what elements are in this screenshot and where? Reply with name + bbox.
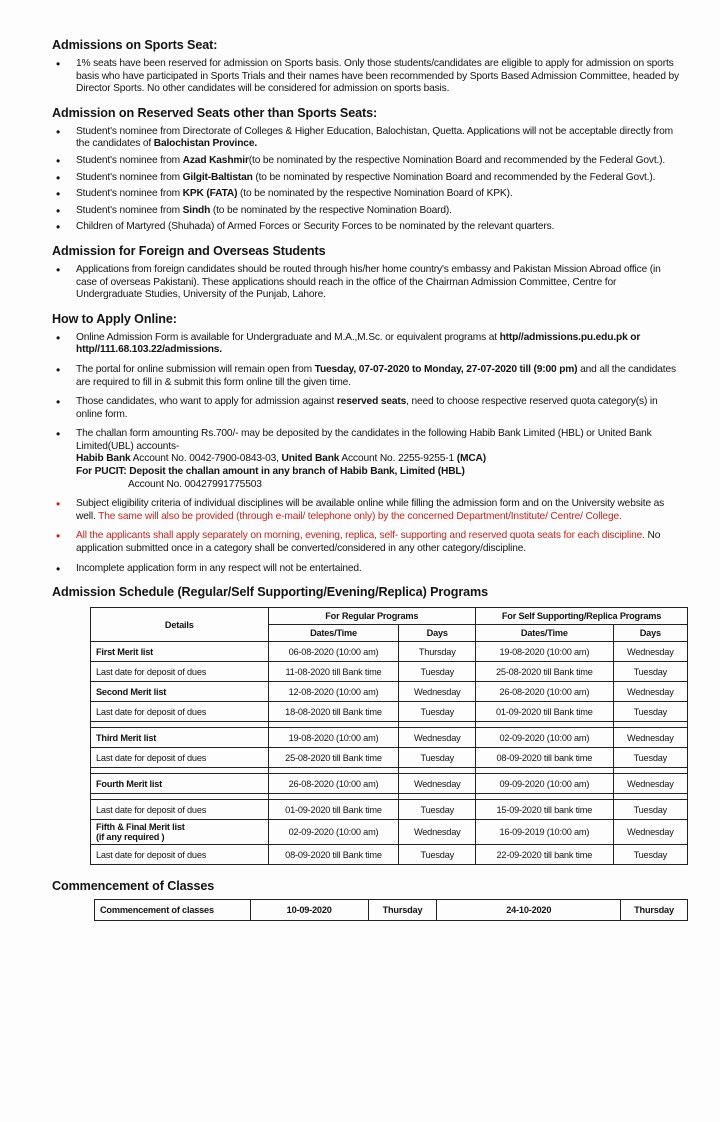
col-self-header: For Self Supporting/Replica Programs (476, 608, 688, 625)
how-to-apply-list (52, 332, 684, 576)
table-row: Last date for deposit of dues 11-08-2020 till Bank time Tuesday 25-08-2020 till Bank time Tuesday (91, 662, 688, 682)
table-row: Commencement of classes 10-09-2020 Thursday 24-10-2020 Thursday (95, 900, 688, 921)
foreign-students-section (52, 244, 684, 302)
list-item: • 1% seats have been reserved for admission on Sports basis. Only those students/candidates are eligible to apply for admission on sports basis who have participated in Sports Trials and their names have been recommended by Sports Based Admission Committee, headed by Director Sports. No other candidates will be considered for admission on sports basis. (52, 58, 684, 96)
sports-seat-section (52, 38, 684, 96)
sports-seat-list (52, 58, 684, 96)
list-item: • Applications from foreign candidates should be routed through his/her home country's embassy and Pakistan Mission Abroad office (in case of overseas Pakistani). These applications should reach in the office of the Chairman Admission Committee, Centre for Undergraduate Studies, University of the Punjab, Lahore. (52, 264, 684, 302)
admissions-url[interactable]: http//admissions.pu.edu.pk or http//111.68.103.22/admissions. (76, 331, 641, 356)
list-item: • Student's nominee from KPK (FATA) (to be nominated by the respective Nomination Board of KPK). (52, 188, 684, 201)
pucit-note: For PUCIT: Deposit the challan amount in any branch of Habib Bank, Limited (HBL) (76, 466, 465, 478)
reserved-seats-list (52, 126, 684, 234)
list-item: • Those candidates, who want to apply for admission against reserved seats, need to choose respective reserved quota category(s) in online form. (52, 396, 684, 421)
col-details-header: Details (91, 608, 269, 642)
table-row: Third Merit list 19-08-2020 (10:00 am) Wednesday 02-09-2020 (10:00 am) Wednesday (91, 728, 688, 748)
commencement-table (94, 899, 688, 921)
list-item: • Student's nominee from Gilgit-Baltistan (to be nominated by respective Nomination Board and recommended by the Federal Govt.). (52, 172, 684, 185)
list-item: • All the applicants shall apply separately on morning, evening, replica, self- supporting and reserved quota seats for each discipline. No application submitted once in a category shall be converted/considered in any other category/discipline. (52, 530, 684, 555)
list-item: • Student's nominee from Azad Kashmir(to be nominated by the respective Nomination Board and recommended by the Federal Govt.). (52, 155, 684, 168)
sports-seat-heading: Admissions on Sports Seat: (52, 38, 218, 52)
schedule-heading: Admission Schedule (Regular/Self Supporting/Evening/Replica) Programs (52, 585, 489, 600)
table-row: First Merit list 06-08-2020 (10:00 am) Thursday 19-08-2020 (10:00 am) Wednesday (91, 642, 688, 662)
list-item: • Online Admission Form is available for Undergraduate and M.A.,M.Sc. or equivalent programs at http//admissions.pu.edu.pk or http//111.68.103.22/admissions. (52, 332, 684, 357)
list-item: • Student's nominee from Directorate of Colleges & Higher Education, Balochistan, Quetta. Applications will not be acceptable directly from the candidates of Balochistan Province. (52, 126, 684, 151)
list-item: • Student's nominee from Sindh (to be nominated by the respective Nomination Board). (52, 205, 684, 218)
table-row: Last date for deposit of dues 18-08-2020 till Bank time Tuesday 01-09-2020 till Bank time Tuesday (91, 702, 688, 722)
table-row: Second Merit list 12-08-2020 (10:00 am) Wednesday 26-08-2020 (10:00 am) Wednesday (91, 682, 688, 702)
list-item: • Children of Martyred (Shuhada) of Armed Forces or Security Forces to be nominated by the relevant quarters. (52, 221, 684, 234)
foreign-students-list (52, 264, 684, 302)
table-row: Last date for deposit of dues 01-09-2020 till Bank time Tuesday 15-09-2020 till bank time Tuesday (91, 800, 688, 820)
list-item: • Incomplete application form in any respect will not be entertained. (52, 563, 684, 576)
reserved-seats-heading: Admission on Reserved Seats other than Sports Seats: (52, 105, 378, 120)
col-days-header: Days (613, 625, 687, 642)
col-regular-header: For Regular Programs (268, 608, 476, 625)
schedule-table (90, 607, 688, 865)
list-item: • Subject eligibility criteria of individual disciplines will be available online while filling the admission form and on the University website as well. The same will also be provided (through e-mail/ telephone only) by the concerned Department/Institute/ Centre/ College. (52, 498, 684, 523)
reserved-seats-section (52, 106, 684, 234)
commencement-heading: Commencement of Classes (52, 879, 215, 894)
how-to-apply-heading: How to Apply Online: (52, 311, 177, 326)
table-row: Last date for deposit of dues 25-08-2020 till Bank time Tuesday 08-09-2020 till bank time Tuesday (91, 748, 688, 768)
list-item: • The portal for online submission will remain open from Tuesday, 07-07-2020 to Monday, 27-07-2020 till (9:00 pm) and all the candidates are required to fill in & submit this form online till the given time. (52, 364, 684, 389)
table-row: Fourth Merit list 26-08-2020 (10:00 am) Wednesday 09-09-2020 (10:00 am) Wednesday (91, 774, 688, 794)
col-dates-header: Dates/Time (476, 625, 614, 642)
foreign-students-heading: Admission for Foreign and Overseas Students (52, 243, 326, 258)
col-dates-header: Dates/Time (268, 625, 399, 642)
table-row: Last date for deposit of dues 08-09-2020 till Bank time Tuesday 22-09-2020 till bank time Tuesday (91, 845, 688, 865)
list-item: • The challan form amounting Rs.700/- may be deposited by the candidates in the following Habib Bank Limited (HBL) or United Bank Limited(UBL) accounts- Habib Bank Account No. 0042-7900-0843-03, United Bank Account No. 2255-9255-1 (MCA) For PUCIT: Deposit the challan amount in any branch of Habib Bank, Limited (HBL) Account No. 00427991775503 (52, 428, 684, 491)
pucit-account: Account No. 00427991775503 (128, 478, 262, 490)
how-to-apply-section (52, 312, 684, 576)
col-days-header: Days (399, 625, 476, 642)
table-row: Fifth & Final Merit list (if any required ) 02-09-2020 (10:00 am) Wednesday 16-09-2019 (10:00 am) Wednesday (91, 820, 688, 845)
